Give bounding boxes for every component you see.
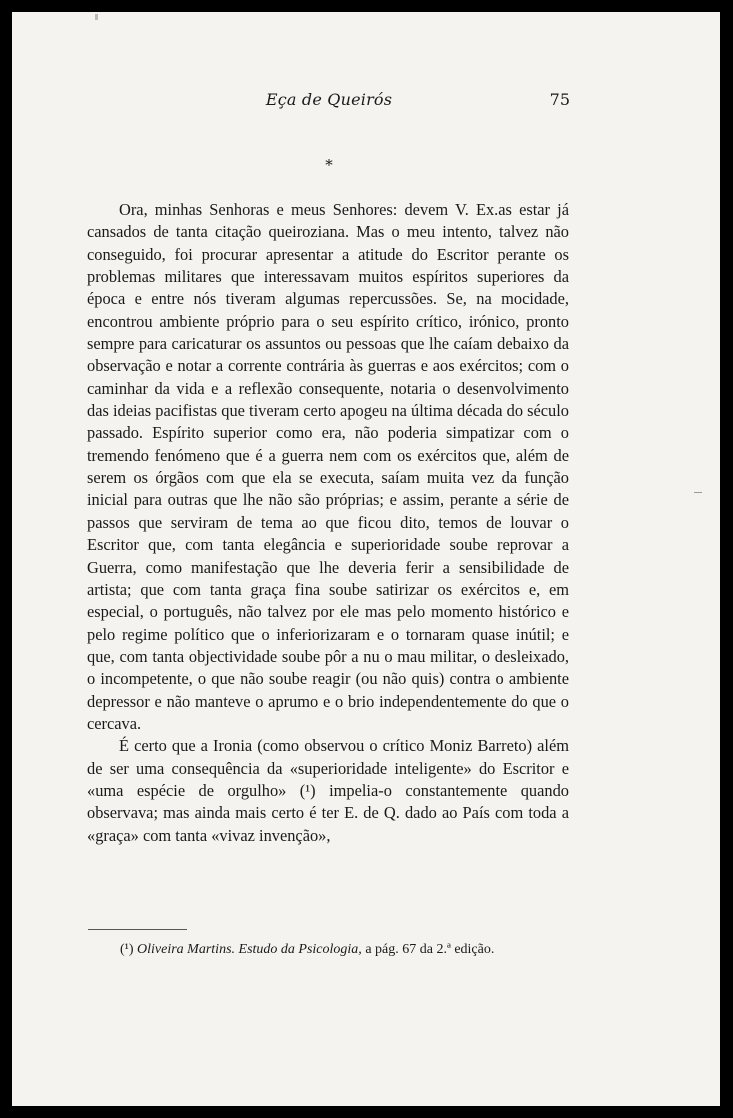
paragraph: É certo que a Ironia (como observou o crítico Moniz Barreto) além de ser uma consequência da «superioridade inteligente» do Escritor e «uma espécie de orgulho» (¹) impelia-o constantemente quando observava; mas ainda mais certo é ter E. de Q. dado ao País com toda a «graça» com tanta «vivaz invenção», — [87, 736, 569, 845]
footnote-author: Oliveira Martins. — [137, 942, 236, 957]
page-number: 75 — [549, 90, 570, 109]
footnote-rest: a pág. 67 da 2.ª edição. — [365, 942, 495, 957]
footnote-title: Estudo da Psicologia, — [238, 942, 362, 957]
book-page — [12, 12, 720, 1106]
running-head — [88, 90, 570, 112]
body-text — [87, 199, 569, 847]
footnote-rule — [88, 929, 187, 930]
scan-speck — [694, 492, 702, 493]
scan-speck — [95, 14, 98, 20]
section-asterism: * — [325, 156, 333, 174]
footnote-marker: (¹) — [120, 942, 134, 957]
paragraph: Ora, minhas Senhoras e meus Senhores: devem V. Ex.as estar já cansados de tanta citação queiroziana. Mas o meu intento, talvez não conseguido, foi procurar apresentar a atitude do Escritor perante os problemas militares que interessavam muitos espíritos superiores da época e entre nós tiveram algumas repercussões. Se, na mocidade, encontrou ambiente próprio para o seu espírito crítico, irónico, pronto sempre para caricaturar os assuntos ou pessoas que lhe caíam debaixo da observação e notar a corrente contrária às guerras e aos exércitos; com o caminhar da vida e a reflexão consequente, notaria o desenvolvimento das ideias pacifistas que tiveram certo apogeu na última década do século passado. Espírito superior como era, não poderia simpatizar com o tremendo fenómeno que é a guerra nem com os exércitos que, além de serem os órgãos com que ela se executa, saíam muita vez da função inicial para outras que lhe não são próprias; e assim, perante a série de passos que serviram de tema ao que ficou dito, temos de louvar o Escritor que, com tanta elegância e superioridade soube reprovar a Guerra, como manifestação que lhe deveria ferir a sensibilidade de artista; que com tanta graça fina soube satirizar os exércitos e, em especial, o português, não talvez por ele mas pelo momento histórico e pelo regime político que o inferiorizaram e o tornaram quase inútil; e que, com tanta objectividade soube pôr a nu o mau militar, o desleixado, o incompetente, o que não soube reagir (ou não quis) contra o ambiente depressor e não manteve o aprumo e o brio independentemente do que o cercava. — [87, 200, 569, 733]
footnote — [120, 942, 580, 958]
running-title: Eça de Queirós — [265, 90, 393, 109]
